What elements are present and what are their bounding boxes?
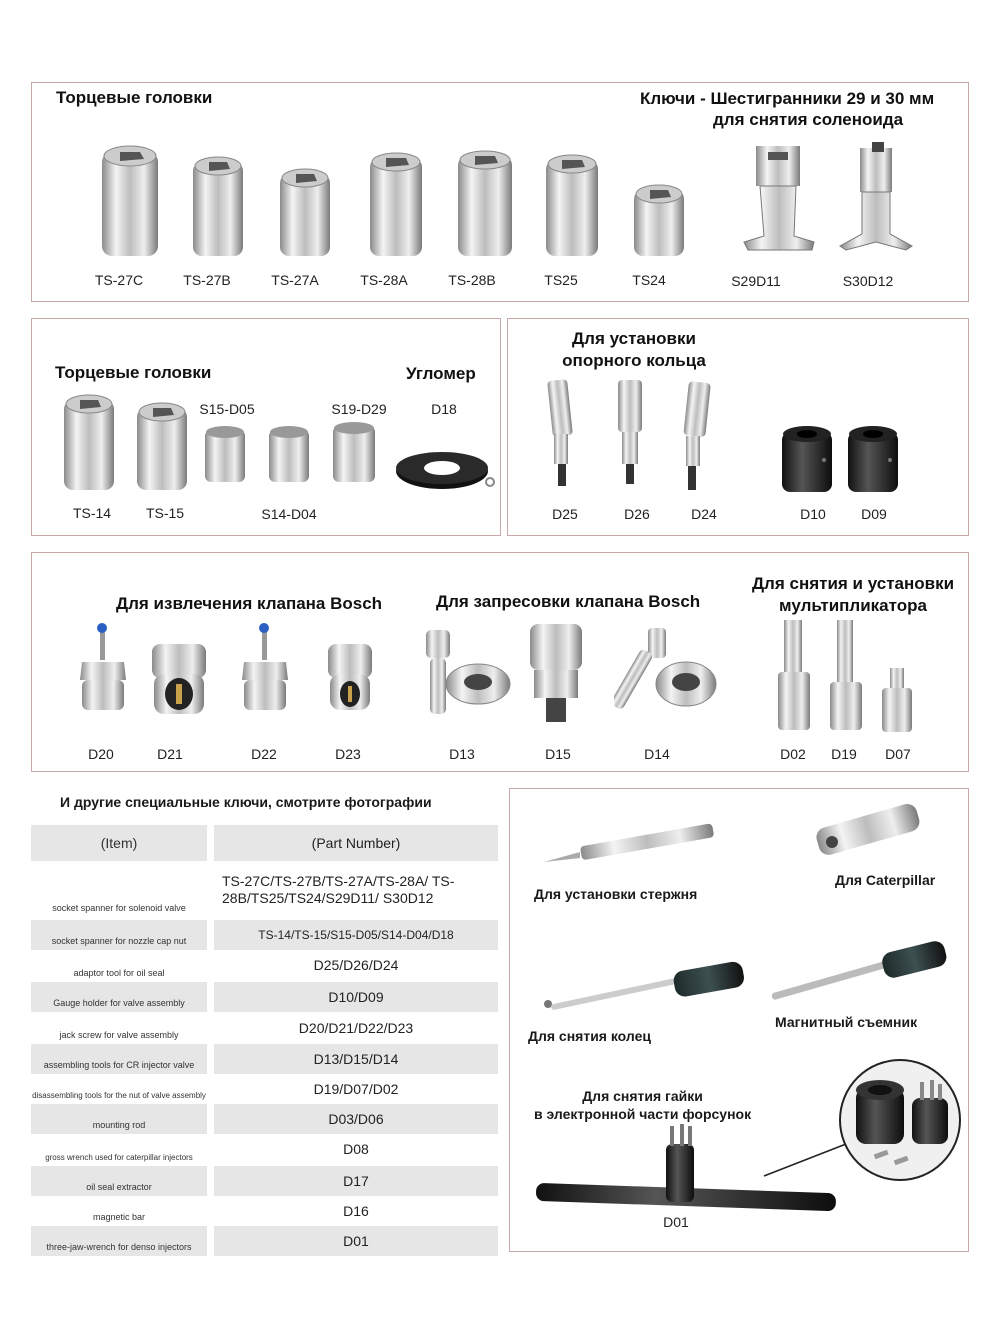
item-label: TS24 <box>632 272 666 288</box>
valve-press-icon <box>524 620 588 728</box>
item-label: TS-27A <box>271 272 319 288</box>
table-row-item: gross wrench used for caterpillar injectors <box>31 1136 207 1166</box>
table-row-item: oil seal extractor <box>31 1166 207 1196</box>
table-row-part: D19/D07/D02 <box>214 1076 498 1102</box>
panel2-subtitle: Угломер <box>406 364 476 383</box>
item-label: S30D12 <box>842 273 894 289</box>
item-label: TS-28B <box>448 272 496 288</box>
item-label: TS25 <box>544 272 578 288</box>
table-row-item: jack screw for valve assembly <box>31 1014 207 1044</box>
valve-press-icon <box>420 624 514 724</box>
panel3-title-line1: Для установки <box>572 329 696 348</box>
jack-screw-icon <box>148 640 210 720</box>
table-row-item: Gauge holder for valve assembly <box>31 982 207 1012</box>
item-label: D13 <box>449 746 475 762</box>
table-row-item: adaptor tool for oil seal <box>31 952 207 982</box>
item-label: S19-D29 <box>331 401 387 417</box>
table-row-part: D03/D06 <box>214 1104 498 1134</box>
mounting-rod-icon <box>540 812 716 870</box>
item-label: D20 <box>88 746 114 762</box>
tool-label-nut <box>534 1087 751 1123</box>
tool-label: Для установки стержня <box>534 886 698 902</box>
multiplier-key-icon <box>774 618 814 738</box>
item-label: S15-D05 <box>199 401 255 417</box>
table-header-item: (Item) <box>31 825 207 861</box>
tool-label-nut-line2: в электронной части форсунок <box>534 1106 752 1122</box>
gauge-holder-icon <box>846 424 900 496</box>
item-label: D18 <box>431 401 457 417</box>
table-row-item: magnetic bar <box>31 1198 207 1226</box>
wrench-detail-icon <box>838 1058 962 1182</box>
nut-socket-icon <box>266 424 312 486</box>
panel3-title-line2: опорного кольца <box>562 351 706 370</box>
callout-line <box>760 1140 850 1180</box>
item-label: TS-27B <box>183 272 231 288</box>
valve-press-icon <box>614 624 718 724</box>
item-label: D26 <box>624 506 650 522</box>
panel1-subtitle-2: для снятия соленоида <box>713 110 904 129</box>
table-row-part: D13/D15/D14 <box>214 1044 498 1074</box>
table-row-part: D16 <box>214 1198 498 1224</box>
table-row-part: D01 <box>214 1226 498 1256</box>
table-row-part: D25/D26/D24 <box>214 952 498 978</box>
table-row-item: socket spanner for nozzle cap nut <box>31 920 207 950</box>
socket-icon <box>542 150 602 260</box>
table-row-part: TS-14/TS-15/S15-D05/S14-D04/D18 <box>214 920 498 950</box>
item-label: D07 <box>885 746 911 762</box>
solenoid-key-icon <box>738 138 818 256</box>
socket-icon <box>98 142 162 260</box>
table-row-item: mounting rod <box>31 1104 207 1134</box>
item-label: TS-14 <box>72 505 112 521</box>
item-label: D19 <box>831 746 857 762</box>
jack-screw-icon <box>324 640 376 714</box>
item-label: S14-D04 <box>261 506 317 522</box>
tool-label: Магнитный съемник <box>775 1014 918 1030</box>
socket-icon <box>133 398 191 494</box>
solenoid-key-icon <box>836 138 916 256</box>
panel4-title3-line2: мультипликатора <box>779 596 927 615</box>
socket-icon <box>189 152 247 260</box>
oil-seal-adaptor-icon <box>674 380 714 496</box>
item-label: D14 <box>644 746 670 762</box>
item-label: D25 <box>552 506 578 522</box>
item-label: D21 <box>157 746 183 762</box>
item-label: D22 <box>251 746 277 762</box>
socket-icon <box>366 148 426 260</box>
item-label: D02 <box>780 746 806 762</box>
panel2-title: Торцевые головки <box>55 363 212 382</box>
item-label: D23 <box>335 746 361 762</box>
panel4-title1: Для извлечения клапана Bosch <box>116 594 383 613</box>
table-row-part: D17 <box>214 1166 498 1196</box>
table-row-part: D10/D09 <box>214 982 498 1012</box>
oil-seal-extractor-icon <box>540 956 750 1016</box>
socket-icon <box>454 146 516 260</box>
tool-label: Для Caterpillar <box>835 872 936 888</box>
table-row-item: socket spanner for solenoid valve <box>31 863 207 917</box>
angle-gauge-icon <box>394 446 498 492</box>
nut-socket-icon <box>330 420 378 486</box>
panel4-title3-line1: Для снятия и установки <box>751 574 955 593</box>
nut-socket-icon <box>202 424 248 486</box>
panel4-title3 <box>740 573 966 617</box>
tool-label: Для снятия колец <box>528 1028 651 1044</box>
item-label: D01 <box>663 1214 689 1230</box>
socket-icon <box>276 164 334 260</box>
panel3-title <box>534 328 734 372</box>
caterpillar-wrench-icon <box>806 796 926 862</box>
item-label: S29D11 <box>731 273 781 289</box>
item-label: D24 <box>691 506 717 522</box>
item-label: TS-15 <box>145 505 185 521</box>
multiplier-key-icon <box>878 666 918 738</box>
table-header-part: (Part Number) <box>214 825 498 861</box>
socket-icon <box>60 390 118 494</box>
multiplier-key-icon <box>826 618 866 738</box>
table-row-item: disassembling tools for the nut of valve assembly <box>31 1076 207 1104</box>
oil-seal-adaptor-icon <box>610 378 650 494</box>
panel1-subtitle-1: Ключи - Шестигранники 29 и 30 мм <box>640 89 935 108</box>
table-row-part: TS-27C/TS-27B/TS-27A/TS-28A/ TS-28B/TS25/TS24/S29D11/ S30D12 <box>214 863 498 917</box>
item-label: D15 <box>545 746 571 762</box>
jack-screw-icon <box>76 622 130 716</box>
panel4-title2: Для запресовки клапана Bosch <box>436 592 701 611</box>
socket-icon <box>630 180 688 260</box>
gauge-holder-icon <box>780 424 834 496</box>
item-label: TS-28A <box>360 272 408 288</box>
table-title: И другие специальные ключи, смотрите фотографии <box>60 794 432 810</box>
panel1-title: Торцевые головки <box>56 88 213 107</box>
table-row-item: assembling tools for CR injector valve <box>31 1044 207 1074</box>
item-label: D10 <box>800 506 826 522</box>
magnetic-bar-icon <box>766 938 950 1000</box>
table-row-item: three-jaw-wrench for denso injectors <box>31 1226 207 1256</box>
item-label: TS-27C <box>94 272 144 288</box>
oil-seal-adaptor-icon <box>540 378 580 494</box>
jack-screw-icon <box>238 622 292 716</box>
item-label: D09 <box>861 506 887 522</box>
table-row-part: D08 <box>214 1136 498 1162</box>
table-row-part: D20/D21/D22/D23 <box>214 1014 498 1042</box>
tool-label-nut-line1: Для снятия гайки <box>582 1088 703 1104</box>
